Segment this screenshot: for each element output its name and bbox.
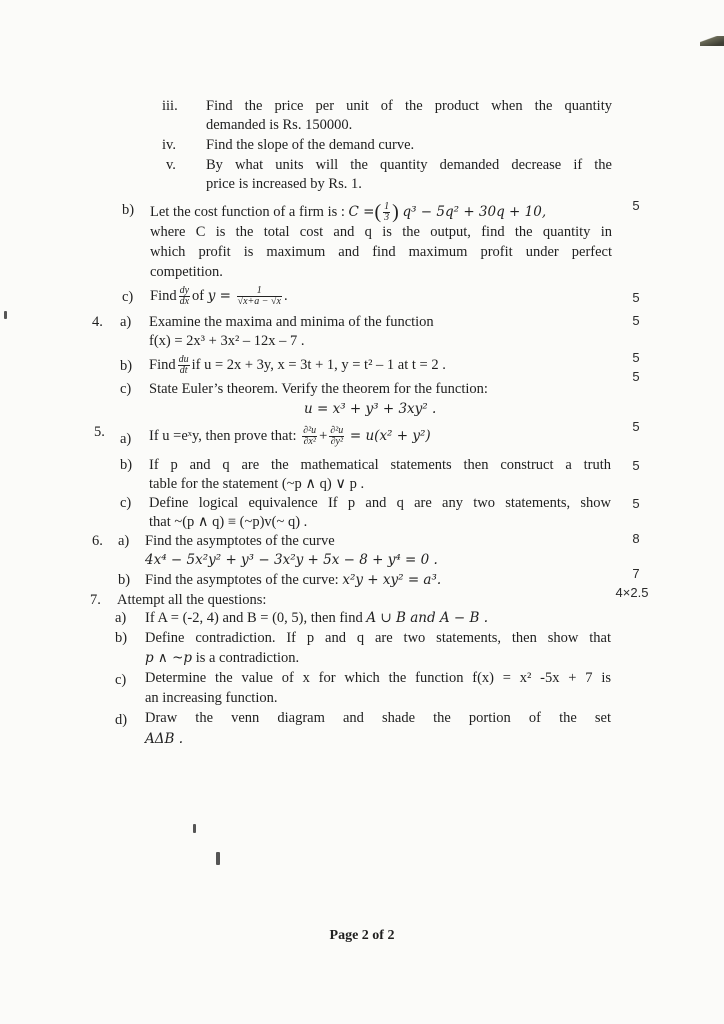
q6-number: 6. [92, 533, 103, 549]
stray-mark [193, 824, 196, 833]
q5-a-label: a) [120, 431, 132, 447]
q7-c-label: c) [115, 672, 127, 688]
q3-b-text-2: where C is the total cost and q is the output, find the quantity in [150, 224, 612, 240]
q6-a-label: a) [118, 533, 130, 549]
q3-iii-number: iii. [162, 98, 178, 114]
q3-c-of: of [192, 287, 205, 304]
q4-b-label: b) [120, 358, 133, 374]
stray-mark [216, 852, 220, 865]
stray-mark [4, 311, 7, 319]
q7-a-text [145, 610, 488, 627]
q6-a-marks: 8 [632, 531, 640, 546]
q3-c-label: c) [122, 289, 134, 305]
q5-number: 5. [94, 424, 105, 440]
q3-iii-text: Find the price per unit of the product when the quantity [206, 98, 612, 114]
q3-c-find: Find [150, 287, 177, 304]
q5-c-text: Define logical equivalence If p and q are any two statements, show [149, 495, 611, 511]
q5-a-text [149, 426, 431, 447]
q7-a-lead: If A = (-2, 4) and B = (0, 5), then find [145, 610, 363, 626]
q6-b-label: b) [118, 572, 131, 588]
q4-c-equation: u = x³ + y³ + 3xy² . [304, 401, 437, 417]
q4-a-equation: f(x) = 2x³ + 3x² – 12x – 7 . [149, 333, 305, 349]
q3-v-text: By what units will the quantity demanded decrease if the [206, 157, 612, 173]
q4-b-condition: if u = 2x + 3y, x = 3t + 1, y = t² – 1 at t = 2 . [191, 356, 446, 373]
q6-a-text: Find the asymptotes of the curve [145, 533, 335, 549]
q3-b-lead: Let the cost function of a firm is : [150, 203, 345, 220]
q4-c-marks: 5 [632, 369, 640, 384]
q3-v-text-cont: price is increased by Rs. 1. [206, 176, 362, 192]
q5-a-lead: If u =eˣy, then prove that: [149, 427, 297, 444]
q3-c-y-eq: y = [207, 287, 231, 304]
q7-d-label: d) [115, 712, 128, 728]
q4-b-text [149, 355, 446, 376]
q5-b-marks: 5 [632, 458, 640, 473]
q3-c-text [150, 286, 288, 307]
q7-title: Attempt all the questions: [117, 592, 267, 608]
q7-b-text-2 [145, 650, 299, 667]
q5-b-text: If p and q are the mathematical statements then construct a truth [149, 457, 611, 473]
q7-b-text: Define contradiction. If p and q are two statements, then show that [145, 630, 611, 646]
q7-d-text: Draw the venn diagram and shade the portion of the set [145, 710, 611, 726]
corner-mark [700, 36, 724, 46]
q3-c-deriv-den: dx [179, 296, 190, 307]
q5-c-marks: 5 [632, 496, 640, 511]
q7-c-text-2: an increasing function. [145, 690, 278, 706]
q7-number: 7. [90, 592, 101, 608]
q5-b-text-2: table for the statement (~p ∧ q) ∨ p . [149, 476, 365, 492]
q4-b-deriv-den: dt [179, 365, 188, 376]
q5-a-plus: + [319, 427, 328, 444]
q7-a-equation: A ∪ B and A − B . [366, 610, 489, 626]
q3-b-text-4: competition. [150, 264, 223, 280]
q5-a-frac2-den: ∂y² [330, 436, 343, 447]
q3-iii-text-cont: demanded is Rs. 150000. [206, 117, 353, 133]
q3-c-dot: . [283, 287, 288, 304]
q7-c-text: Determine the value of x for which the function f(x) = x² -5x + 7 is [145, 670, 611, 686]
q4-c-label: c) [120, 381, 132, 397]
q5-a-frac1-num: ∂²u [303, 425, 317, 436]
q3-c-marks: 5 [632, 290, 640, 305]
q5-c-text-2: that ~(p ∧ q) ≡ (~p)v(~ q) . [149, 514, 308, 530]
q3-b-text-3: which profit is maximum and find maximum profit under perfect [150, 244, 612, 260]
q5-b-label: b) [120, 457, 133, 473]
q4-a-marks: 5 [632, 313, 640, 328]
q3-c-frac-den: √x+a − √x [237, 296, 281, 307]
q4-c-text: State Euler’s theorem. Verify the theorem for the function: [149, 381, 488, 397]
q3-c-deriv-num: dy [179, 285, 190, 296]
q6-b-text [145, 572, 441, 589]
q5-a-frac2-num: ∂²u [330, 425, 344, 436]
q3-b-frac-num: 1 [384, 201, 390, 212]
q3-b-eq-c: C = [348, 203, 375, 220]
q7-b-tail: is a contradiction. [195, 650, 300, 666]
q5-c-label: c) [120, 495, 132, 511]
q3-b-text: Let the cost function of a firm is : C =( $\frac{1}{3}$ ) q³ − 5q² + 30q + 10, [150, 201, 547, 223]
q7-marks: 4×2.5 [615, 585, 649, 600]
q3-v-number: v. [166, 157, 176, 173]
q6-b-marks: 7 [632, 566, 640, 581]
q4-b-marks: 5 [632, 350, 640, 365]
q3-c-frac-num: 1 [237, 286, 282, 297]
q5-a-marks: 5 [632, 419, 640, 434]
q5-a-rhs: = u(x² + y²) [349, 427, 431, 444]
q4-b-find: Find [149, 356, 176, 373]
q7-d-equation: AΔB . [145, 731, 184, 747]
q7-b-equation: p ∧ ~p [145, 650, 193, 666]
page-number: Page 2 of 2 [329, 928, 395, 943]
q6-a-equation: 4x⁴ − 5x²y² + y³ − 3x²y + 5x − 8 + y⁴ = 0 . [145, 552, 438, 568]
q3-b-eq-rest: q³ − 5q² + 30q + 10, [402, 203, 547, 220]
q3-iv-text: Find the slope of the demand curve. [206, 137, 415, 153]
q3-b-marks: 5 [632, 198, 640, 213]
q4-number: 4. [92, 314, 103, 330]
q5-a-frac1-den: ∂x² [303, 436, 316, 447]
q3-b-frac-den: 3 [384, 212, 390, 223]
q7-b-label: b) [115, 630, 128, 646]
q4-a-label: a) [120, 314, 132, 330]
q6-b-lead: Find the asymptotes of the curve: [145, 572, 339, 588]
q4-a-text: Examine the maxima and minima of the function [149, 314, 434, 330]
q4-b-deriv-num: du [178, 354, 189, 365]
q6-b-equation: x²y + xy² = a³. [342, 572, 442, 588]
q3-b-label: b) [122, 202, 135, 218]
q7-a-label: a) [115, 610, 127, 626]
q3-iv-number: iv. [162, 137, 176, 153]
